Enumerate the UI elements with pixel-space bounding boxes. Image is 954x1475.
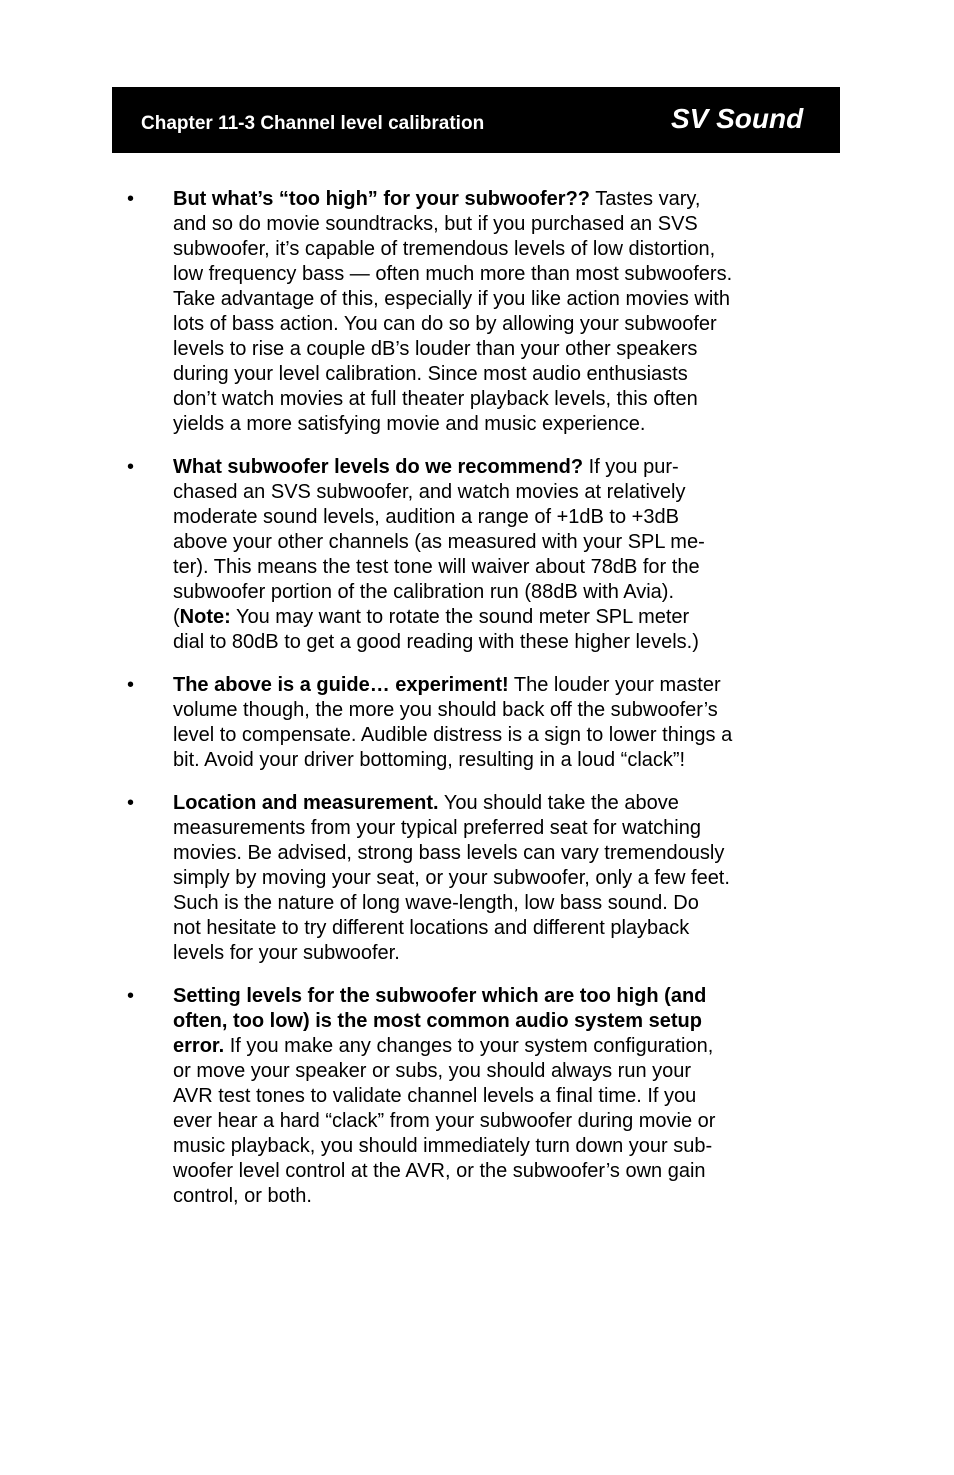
bold-text: Note: (179, 606, 231, 628)
body-text: low frequency bass — often much more than most subwoofers. (173, 263, 733, 285)
body-text: woofer level control at the AVR, or the subwoofer’s own gain (173, 1160, 706, 1182)
body-text: levels to rise a couple dB’s louder than your other speakers (173, 338, 698, 360)
bullet-marker: • (127, 674, 135, 696)
body-text: You should take the above (438, 792, 679, 814)
bullet-text (173, 791, 788, 966)
bullet-text (173, 455, 788, 655)
tips-bullet-list (0, 187, 954, 1227)
text-line (173, 841, 788, 866)
body-text: level to compensate. Audible distress is a sign to lower things a (173, 724, 733, 746)
body-text: ter). This means the test tone will waiver about 78dB for the (173, 556, 700, 578)
text-line (173, 791, 788, 816)
bullet-item (0, 673, 954, 773)
text-line (173, 816, 788, 841)
text-line (173, 580, 788, 605)
text-line (173, 1059, 788, 1084)
text-line (173, 505, 788, 530)
text-line (173, 1159, 788, 1184)
text-line (173, 237, 788, 262)
bullet-text (173, 673, 788, 773)
text-line (173, 287, 788, 312)
body-text: The louder your master (508, 674, 721, 696)
text-line (173, 187, 788, 212)
text-line (173, 480, 788, 505)
body-text: If you make any changes to your system configuration, (224, 1035, 714, 1057)
body-text: Take advantage of this, especially if you like action movies with (173, 288, 730, 310)
text-line (173, 891, 788, 916)
body-text: moderate sound levels, audition a range of +1dB to +3dB (173, 506, 679, 528)
brand-title: SV Sound (671, 103, 804, 134)
text-line (173, 1109, 788, 1134)
body-text: chased an SVS subwoofer, and watch movies at relatively (173, 481, 686, 503)
bullet-item (0, 984, 954, 1209)
body-text: don’t watch movies at full theater playback levels, this often (173, 388, 698, 410)
body-text: Tastes vary, (590, 188, 701, 210)
body-text: volume though, the more you should back off the subwoofer’s (173, 699, 718, 721)
bold-text: error. (173, 1035, 225, 1057)
body-text: not hesitate to try different locations and different playback (173, 917, 690, 939)
bullet-marker: • (127, 985, 135, 1007)
body-text: control, or both. (173, 1185, 312, 1207)
bullet-marker: • (127, 456, 135, 478)
text-line (173, 984, 788, 1009)
body-text: simply by moving your seat, or your subwoofer, only a few feet. (173, 867, 730, 889)
bold-text: Setting levels for the subwoofer which are too high (and (173, 985, 707, 1007)
bold-text: Location and measurement. (173, 792, 439, 814)
body-text: If you pur- (583, 456, 679, 478)
body-text: and so do movie soundtracks, but if you purchased an SVS (173, 213, 698, 235)
text-line (173, 337, 788, 362)
text-line (173, 698, 788, 723)
text-line (173, 555, 788, 580)
bullet-marker: • (127, 188, 135, 210)
text-line (173, 312, 788, 337)
bold-text: But what’s “too high” for your subwoofer?? (173, 188, 591, 210)
body-text: music playback, you should immediately turn down your sub- (173, 1135, 713, 1157)
body-text: measurements from your typical preferred seat for watching (173, 817, 701, 839)
text-line (173, 916, 788, 941)
bullet-item (0, 187, 954, 437)
body-text: AVR test tones to validate channel levels a final time. If you (173, 1085, 697, 1107)
body-text: You may want to rotate the sound meter SPL meter (230, 606, 690, 628)
body-text: lots of bass action. You can do so by allowing your subwoofer (173, 313, 717, 335)
text-line (173, 387, 788, 412)
body-text: during your level calibration. Since most audio enthusiasts (173, 363, 688, 385)
text-line (173, 212, 788, 237)
text-line (173, 362, 788, 387)
body-text: subwoofer, it’s capable of tremendous levels of low distortion, (173, 238, 716, 260)
text-line (173, 866, 788, 891)
bold-text: The above is a guide… experiment! (173, 674, 509, 696)
text-line (173, 605, 788, 630)
bold-text: What subwoofer levels do we recommend? (173, 456, 584, 478)
body-text: or move your speaker or subs, you should always run your (173, 1060, 692, 1082)
body-text: above your other channels (as measured with your SPL me- (173, 531, 705, 553)
text-line (173, 630, 788, 655)
body-text: Such is the nature of long wave-length, low bass sound. Do (173, 892, 699, 914)
chapter-title: Chapter 11-3 Channel level calibration (141, 113, 485, 134)
body-text: yields a more satisfying movie and music experience. (173, 413, 646, 435)
text-line (173, 1184, 788, 1209)
text-line (173, 455, 788, 480)
bullet-marker: • (127, 792, 135, 814)
text-line (173, 1009, 788, 1034)
body-text: bit. Avoid your driver bottoming, resulting in a loud “clack”! (173, 749, 686, 771)
text-line (173, 673, 788, 698)
body-text: ( (173, 606, 180, 628)
text-line (173, 1034, 788, 1059)
text-line (173, 530, 788, 555)
text-line (173, 262, 788, 287)
bullet-text (173, 187, 788, 437)
body-text: dial to 80dB to get a good reading with these higher levels.) (173, 631, 699, 653)
text-line (173, 941, 788, 966)
body-text: levels for your subwoofer. (173, 942, 400, 964)
bullet-text (173, 984, 788, 1209)
bold-text: often, too low) is the most common audio system setup (173, 1010, 702, 1032)
text-line (173, 412, 788, 437)
text-line (173, 1134, 788, 1159)
text-line (173, 723, 788, 748)
bullet-item (0, 455, 954, 655)
body-text: movies. Be advised, strong bass levels can vary tremendously (173, 842, 725, 864)
text-line (173, 1084, 788, 1109)
body-text: subwoofer portion of the calibration run (88dB with Avia). (173, 581, 675, 603)
bullet-item (0, 791, 954, 966)
chapter-header-bar (112, 87, 840, 153)
body-text: ever hear a hard “clack” from your subwoofer during movie or (173, 1110, 716, 1132)
text-line (173, 748, 788, 773)
